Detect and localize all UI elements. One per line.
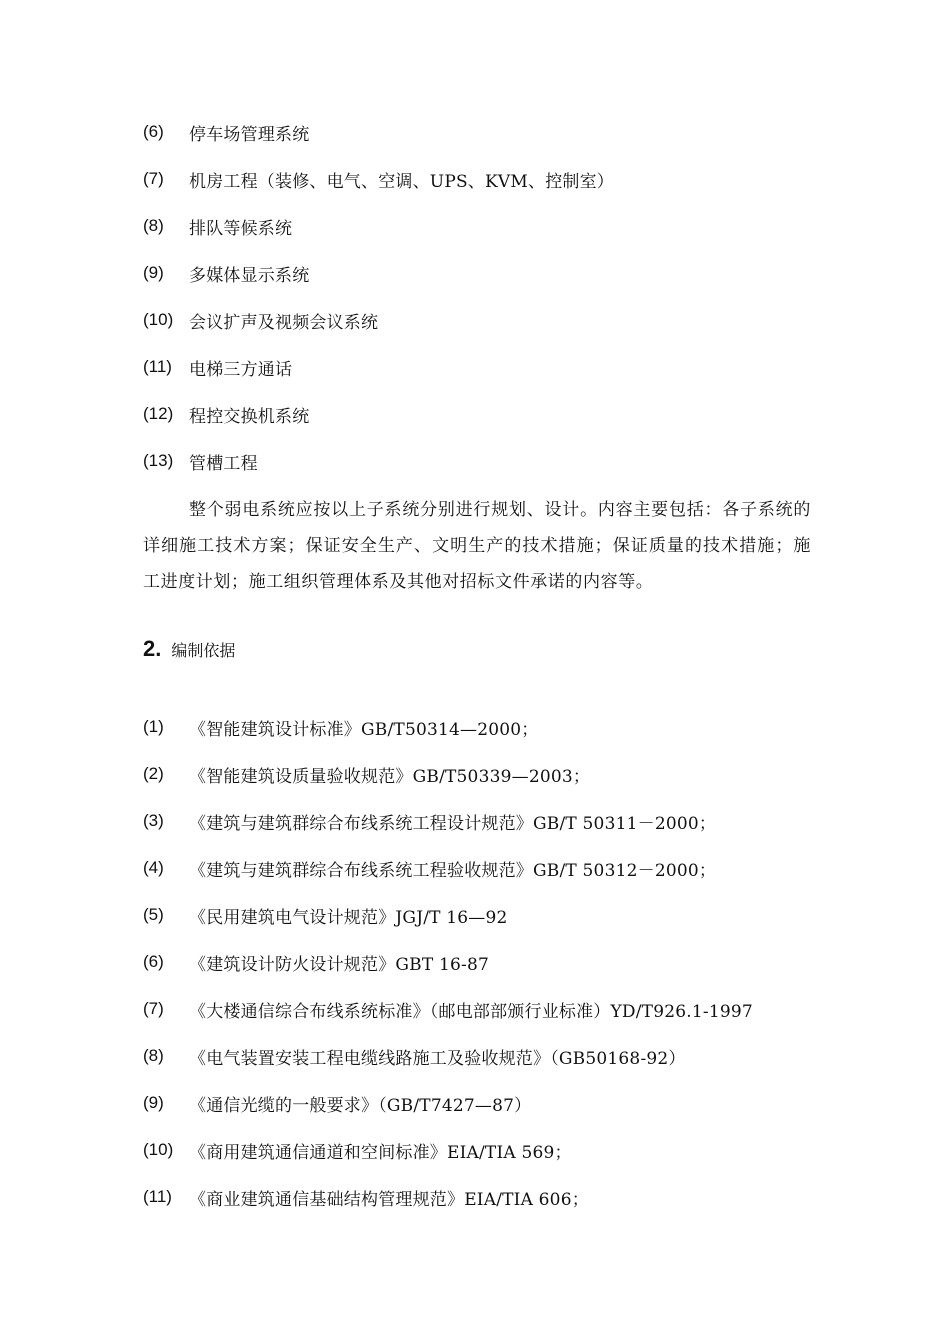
section-number: 2. (143, 636, 162, 661)
list-item (143, 994, 753, 1024)
list-item-text: 《智能建筑设质量验收规范》GB/T50339—2003； (189, 766, 591, 787)
list-item-text: 《商业建筑通信基础结构管理规范》EIA/TIA 606； (189, 1189, 589, 1210)
list-item-number: (11) (143, 357, 172, 376)
list-item (143, 947, 489, 977)
list-item-number: (2) (143, 764, 164, 783)
list-item-text: 《民用建筑电气设计规范》JGJ/T 16—92 (189, 907, 508, 928)
list-item-text: 停车场管理系统 (189, 124, 310, 145)
list-item-text: 《通信光缆的一般要求》（GB/T7427—87） (189, 1095, 532, 1116)
list-item (143, 1088, 531, 1118)
body-paragraph: 整个弱电系统应按以上子系统分别进行规划、设计。内容主要包括：各子系统的详细施工技术方案；保证安全生产、文明生产的技术措施；保证质量的技术措施；施工进度计划；施工组织管理体系及其他对招标文件承诺的内容等。 (143, 500, 811, 592)
list-item (143, 305, 378, 335)
list-item-text: 程控交换机系统 (189, 406, 310, 427)
list-item-text: 《建筑与建筑群综合布线系统工程验收规范》GB/T 50312－2000； (189, 860, 717, 881)
list-item (143, 258, 309, 288)
list-item-number: (6) (143, 952, 164, 971)
list-item-number: (10) (143, 310, 174, 329)
list-item-number: (7) (143, 169, 164, 188)
list-item-number: (13) (143, 451, 174, 470)
list-item (143, 712, 538, 742)
list-item (143, 164, 614, 194)
list-item-text: 管槽工程 (189, 453, 258, 474)
list-item (143, 399, 309, 429)
list-item-number: (3) (143, 811, 164, 830)
list-item-text: 《建筑设计防火设计规范》GBT 16-87 (189, 954, 490, 975)
section-heading (143, 636, 235, 672)
list-item-number: (11) (143, 1187, 172, 1206)
list-item-text: 《电气装置安装工程电缆线路施工及验收规范》（GB50168-92） (189, 1048, 686, 1069)
list-item-text: 排队等候系统 (189, 218, 293, 239)
list-item (143, 806, 716, 836)
section-title: 编制依据 (171, 641, 236, 660)
list-item-number: (12) (143, 404, 174, 423)
list-item-text: 多媒体显示系统 (189, 265, 310, 286)
list-item-text: 机房工程（装修、电气、空调、UPS、KVM、控制室） (189, 171, 614, 192)
list-item (143, 1041, 686, 1071)
list-item (143, 759, 590, 789)
list-item (143, 446, 258, 476)
list-item-number: (5) (143, 905, 164, 924)
list-item (143, 211, 292, 241)
list-item-number: (8) (143, 216, 164, 235)
list-item-number: (6) (143, 122, 164, 141)
list-item-text: 电梯三方通话 (189, 359, 293, 380)
list-item (143, 352, 292, 382)
list-item-text: 《智能建筑设计标准》GB/T50314—2000； (189, 719, 539, 740)
list-item-text: 《商用建筑通信通道和空间标准》EIA/TIA 569； (189, 1142, 572, 1163)
list-item-text: 《大楼通信综合布线系统标准》（邮电部部颁行业标准）YD/T926.1-1997 (189, 1001, 753, 1022)
list-item-number: (4) (143, 858, 164, 877)
list-item-number: (8) (143, 1046, 164, 1065)
list-item (143, 1135, 572, 1165)
list-item-number: (10) (143, 1140, 174, 1159)
list-item (143, 853, 716, 883)
list-item-text: 会议扩声及视频会议系统 (189, 312, 379, 333)
list-item-number: (7) (143, 999, 164, 1018)
list-item-number: (9) (143, 1093, 164, 1112)
list-item (143, 1182, 589, 1212)
list-item-text: 《建筑与建筑群综合布线系统工程设计规范》GB/T 50311－2000； (189, 813, 717, 834)
list-item-number: (1) (143, 717, 164, 736)
list-item-number: (9) (143, 263, 164, 282)
list-item (143, 900, 508, 930)
list-item (143, 117, 309, 147)
